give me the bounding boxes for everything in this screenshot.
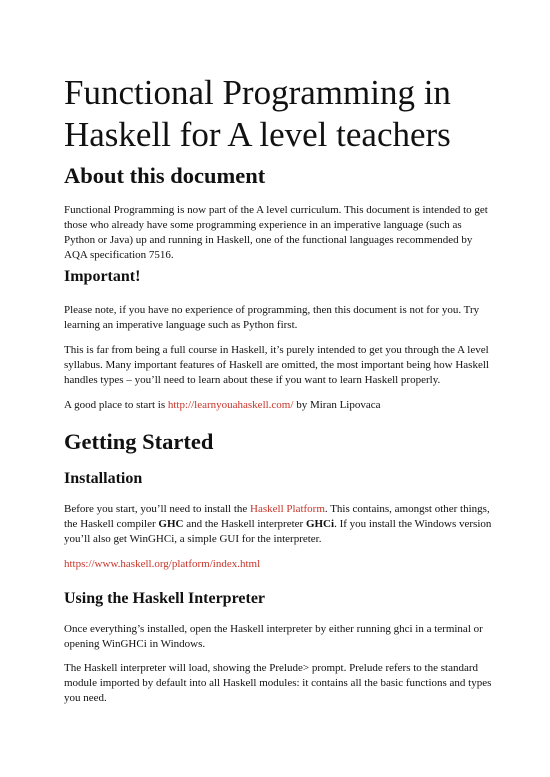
installation-text-2: . This contains, amongst other things, the Haskell compiler xyxy=(64,503,490,530)
heading-interpreter: Using the Haskell Interpreter xyxy=(64,590,266,607)
interpreter-paragraph-1: Once everything’s installed, open the Haskell interpreter by either running ghci in a terminal or opening WinGHCi in Windows. xyxy=(64,623,483,650)
installation-text-1: Before you start, you’ll need to install the xyxy=(64,503,251,515)
ghci-term: GHCi xyxy=(305,518,335,530)
installation-text-3: and the Haskell interpreter xyxy=(183,518,306,530)
platform-url-link[interactable]: https://www.haskell.org/platform/index.html xyxy=(64,558,261,570)
document-title: Functional Programming in Haskell for A level teachers xyxy=(64,73,451,154)
learnyouahaskell-link[interactable]: http://learnyouahaskell.com/ xyxy=(167,399,294,411)
haskell-platform-link[interactable]: Haskell Platform xyxy=(250,503,325,515)
important-paragraph-1: Please note, if you have no experience of programming, then this document is not for you. Try learning an imperative language such as Python first. xyxy=(64,304,480,331)
interpreter-paragraph-2: The Haskell interpreter will load, showing the Prelude> prompt. Prelude refers to the standard module imported by default into all Haskell modules: it contains all the basic functions and types you need. xyxy=(64,662,492,704)
heading-getting-started: Getting Started xyxy=(64,429,214,454)
important-paragraph-3 xyxy=(64,398,492,413)
about-paragraph: Functional Programming is now part of the A level curriculum. This document is intended to get those who already have some programming experience in an imperative language (such as Python or Java) up and running in Haskell, one of the functional languages recommended by AQA specification 7516. xyxy=(64,204,488,261)
installation-paragraph xyxy=(64,502,492,547)
start-text: A good place to start is xyxy=(64,399,168,411)
heading-about: About this document xyxy=(64,163,266,188)
haskell-platform-url xyxy=(64,557,492,572)
author-text: by Miran Lipovaca xyxy=(293,399,381,411)
installation-text-4: . If you install the Windows version you’ll also get WinGHCi, a simple GUI for the interpreter. xyxy=(64,518,492,545)
important-paragraph-2: This is far from being a full course in Haskell, it’s purely intended to get you through the A level syllabus. Many important features of Haskell are omitted, the most important being how Haskell handles types – you’ll need to learn about these if you want to learn Haskell properly. xyxy=(64,344,489,386)
ghc-term: GHC xyxy=(158,518,184,530)
heading-installation: Installation xyxy=(64,470,143,487)
heading-important: Important! xyxy=(64,268,141,285)
